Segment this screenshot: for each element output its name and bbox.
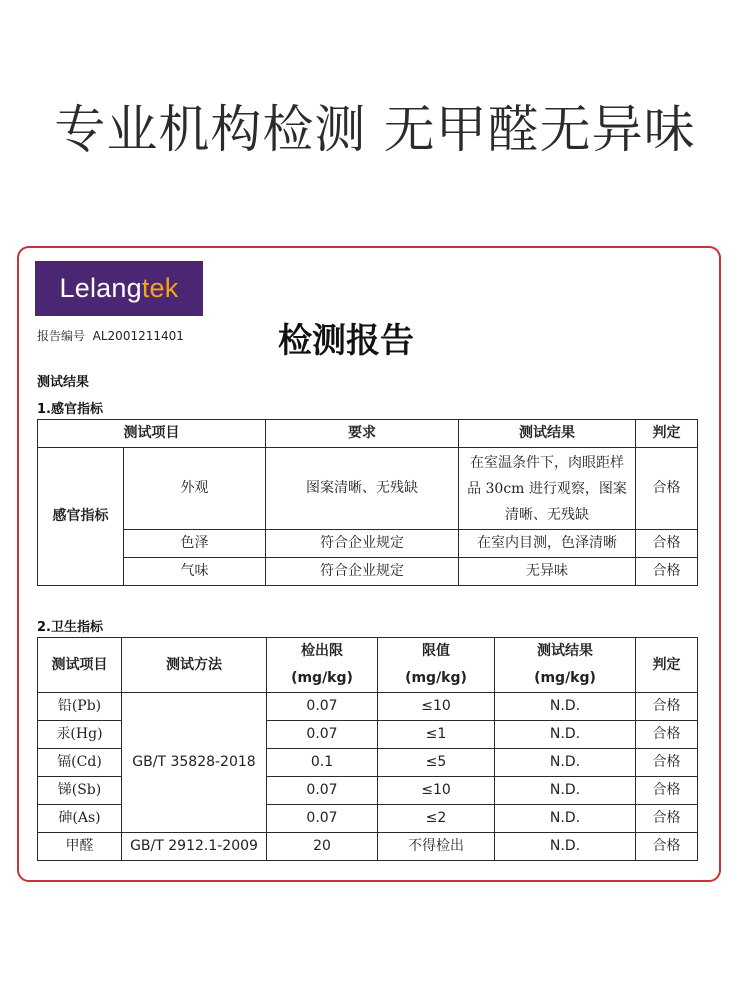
cell-result: N.D. xyxy=(495,805,636,833)
header-unit: (mg/kg) xyxy=(405,670,467,686)
cell-item: 甲醛 xyxy=(38,833,122,861)
table-row xyxy=(38,558,698,586)
cell-result: N.D. xyxy=(495,693,636,721)
section-test-results: 测试结果 xyxy=(37,375,90,390)
header-test-item: 测试项目 xyxy=(38,638,122,693)
report-number-label: 报告编号 xyxy=(37,329,86,343)
cell-lod: 0.07 xyxy=(267,693,378,721)
cell-lod: 0.07 xyxy=(267,777,378,805)
cell-lod: 20 xyxy=(267,833,378,861)
header-test-method: 测试方法 xyxy=(122,638,267,693)
cell-item: 砷(As) xyxy=(38,805,122,833)
cell-result: N.D. xyxy=(495,833,636,861)
cell-item: 镉(Cd) xyxy=(38,749,122,777)
section-sensory-title: 1.感官指标 xyxy=(37,402,103,417)
table-row xyxy=(38,530,698,558)
cell-result: N.D. xyxy=(495,749,636,777)
report-title: 检测报告 xyxy=(278,321,414,361)
header-limit xyxy=(378,638,495,693)
section-hygiene-title: 2.卫生指标 xyxy=(37,620,103,635)
sensory-table xyxy=(37,419,698,586)
table-header-row xyxy=(38,420,698,448)
result-line: 品 30cm 进行观察，图案 xyxy=(467,480,627,497)
cell-item: 外观 xyxy=(124,448,266,530)
cell-verdict: 合格 xyxy=(636,721,698,749)
cell-limit: ≤5 xyxy=(378,749,495,777)
cell-result: N.D. xyxy=(495,777,636,805)
header-limit-label: 限值 xyxy=(422,643,450,659)
cell-limit: ≤10 xyxy=(378,777,495,805)
header-verdict: 判定 xyxy=(636,420,698,448)
cell-lod: 0.07 xyxy=(267,721,378,749)
header-test-item: 测试项目 xyxy=(38,420,266,448)
cell-limit: ≤1 xyxy=(378,721,495,749)
cell-item: 气味 xyxy=(124,558,266,586)
header-test-result xyxy=(495,638,636,693)
cell-verdict: 合格 xyxy=(636,530,698,558)
header-detection-limit xyxy=(267,638,378,693)
report-number xyxy=(37,327,184,344)
cell-result: N.D. xyxy=(495,721,636,749)
table-row xyxy=(38,693,698,721)
cell-result: 在室内目测，色泽清晰 xyxy=(459,530,636,558)
hygiene-table xyxy=(37,637,698,861)
brand-logo xyxy=(35,261,203,316)
table-row xyxy=(38,833,698,861)
cell-item: 色泽 xyxy=(124,530,266,558)
cell-lod: 0.07 xyxy=(267,805,378,833)
cell-verdict: 合格 xyxy=(636,749,698,777)
cell-requirement: 图案清晰、无残缺 xyxy=(266,448,459,530)
cell-requirement: 符合企业规定 xyxy=(266,558,459,586)
cell-verdict: 合格 xyxy=(636,833,698,861)
header-lod-label: 检出限 xyxy=(301,643,343,659)
cell-verdict: 合格 xyxy=(636,693,698,721)
sensory-group-label: 感官指标 xyxy=(38,448,124,586)
header-test-result: 测试结果 xyxy=(459,420,636,448)
brand-name-main: Lelang xyxy=(59,273,142,303)
header-unit: (mg/kg) xyxy=(534,670,596,686)
cell-verdict: 合格 xyxy=(636,558,698,586)
table-row xyxy=(38,448,698,530)
result-line: 清晰、无残缺 xyxy=(505,506,589,523)
header-verdict: 判定 xyxy=(636,638,698,693)
result-line: 在室温条件下，肉眼距样 xyxy=(470,454,624,471)
cell-method-merged: GB/T 35828-2018 xyxy=(122,693,267,833)
brand-name-accent: tek xyxy=(141,273,179,303)
page-headline: 专业机构检测 无甲醛无异味 xyxy=(54,101,696,160)
table-header-row xyxy=(38,638,698,693)
cell-limit: ≤10 xyxy=(378,693,495,721)
cell-method: GB/T 2912.1-2009 xyxy=(122,833,267,861)
report-number-value: AL2001211401 xyxy=(92,329,184,343)
cell-verdict: 合格 xyxy=(636,805,698,833)
cell-requirement: 符合企业规定 xyxy=(266,530,459,558)
cell-item: 汞(Hg) xyxy=(38,721,122,749)
cell-item: 铅(Pb) xyxy=(38,693,122,721)
cell-result: 无异味 xyxy=(459,558,636,586)
cell-limit: ≤2 xyxy=(378,805,495,833)
cell-result xyxy=(459,448,636,530)
cell-limit: 不得检出 xyxy=(378,833,495,861)
cell-verdict: 合格 xyxy=(636,777,698,805)
header-unit: (mg/kg) xyxy=(291,670,353,686)
cell-lod: 0.1 xyxy=(267,749,378,777)
header-requirement: 要求 xyxy=(266,420,459,448)
header-result-label: 测试结果 xyxy=(537,643,593,659)
cell-item: 锑(Sb) xyxy=(38,777,122,805)
cell-verdict: 合格 xyxy=(636,448,698,530)
